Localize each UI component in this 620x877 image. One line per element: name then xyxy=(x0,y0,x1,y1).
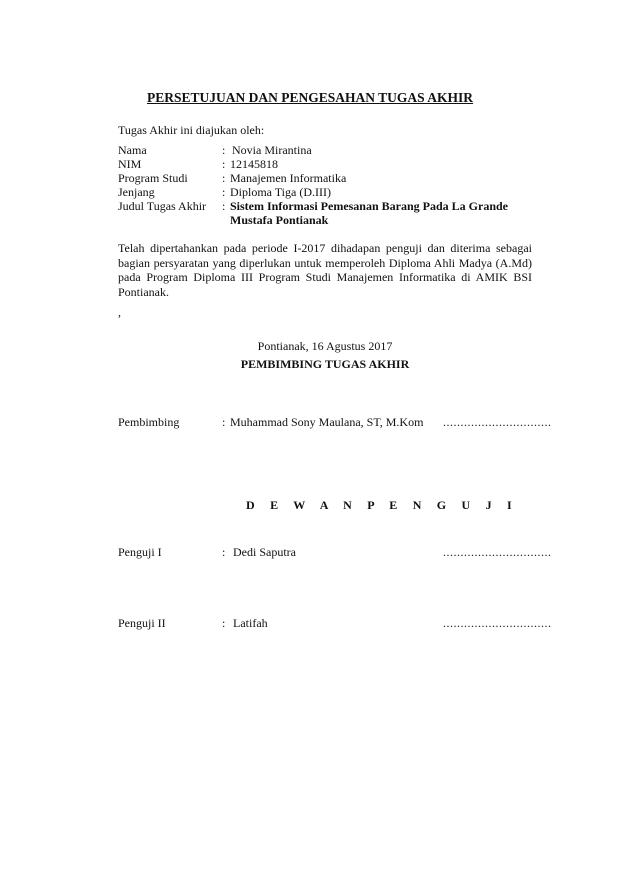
supervisor-heading: PEMBIMBING TUGAS AKHIR xyxy=(240,357,410,371)
field-separator: : xyxy=(222,157,226,171)
field-label-judul: Judul Tugas Akhir xyxy=(118,199,207,213)
examiner-2-separator: : xyxy=(222,616,226,630)
place-date: Pontianak, 16 Agustus 2017 xyxy=(257,339,393,353)
field-separator: : xyxy=(222,185,226,199)
field-value-judul-line2: Mustafa Pontianak xyxy=(230,213,329,227)
field-separator: : xyxy=(222,143,226,157)
field-value-nama: Novia Mirantina xyxy=(232,143,312,157)
intro-text: Tugas Akhir ini diajukan oleh: xyxy=(118,123,265,137)
examiner-1-signature-line: ............................... xyxy=(443,545,552,559)
stray-mark: , xyxy=(118,305,121,319)
supervisor-separator: : xyxy=(222,415,226,429)
field-value-program-studi: Manajemen Informatika xyxy=(230,171,347,185)
field-label-program-studi: Program Studi xyxy=(118,171,188,185)
field-value-judul: Sistem Informasi Pemesanan Barang Pada La Grande xyxy=(230,199,509,213)
board-heading: D E W A N P E N G U J I xyxy=(246,498,518,512)
examiner-2-label: Penguji II xyxy=(118,616,166,630)
supervisor-label: Pembimbing xyxy=(118,415,180,429)
examiner-2-name: Latifah xyxy=(233,616,268,630)
field-value-jenjang: Diploma Tiga (D.III) xyxy=(230,185,331,199)
field-separator: : xyxy=(222,171,226,185)
examiner-1-separator: : xyxy=(222,545,226,559)
document-title: PERSETUJUAN DAN PENGESAHAN TUGAS AKHIR xyxy=(146,90,474,105)
examiner-1-label: Penguji I xyxy=(118,545,162,559)
field-label-nama: Nama xyxy=(118,143,147,157)
field-separator: : xyxy=(222,199,226,213)
field-value-nim: 12145818 xyxy=(230,157,278,171)
examiner-1-name: Dedi Saputra xyxy=(233,545,296,559)
examiner-2-signature-line: ............................... xyxy=(443,616,552,630)
supervisor-signature-line: ............................... xyxy=(443,415,552,429)
supervisor-name: Muhammad Sony Maulana, ST, M.Kom xyxy=(230,415,424,429)
field-label-jenjang: Jenjang xyxy=(118,185,155,199)
field-label-nim: NIM xyxy=(118,157,142,171)
approval-paragraph: Telah dipertahankan pada periode I-2017 dihadapan penguji dan diterima sebagai bagian persyaratan yang diperlukan untuk memperoleh Diploma Ahli Madya (A.Md) pada Program Diploma III Program Studi Manajemen Informatika di AMIK BSI Pontianak. xyxy=(118,241,532,299)
